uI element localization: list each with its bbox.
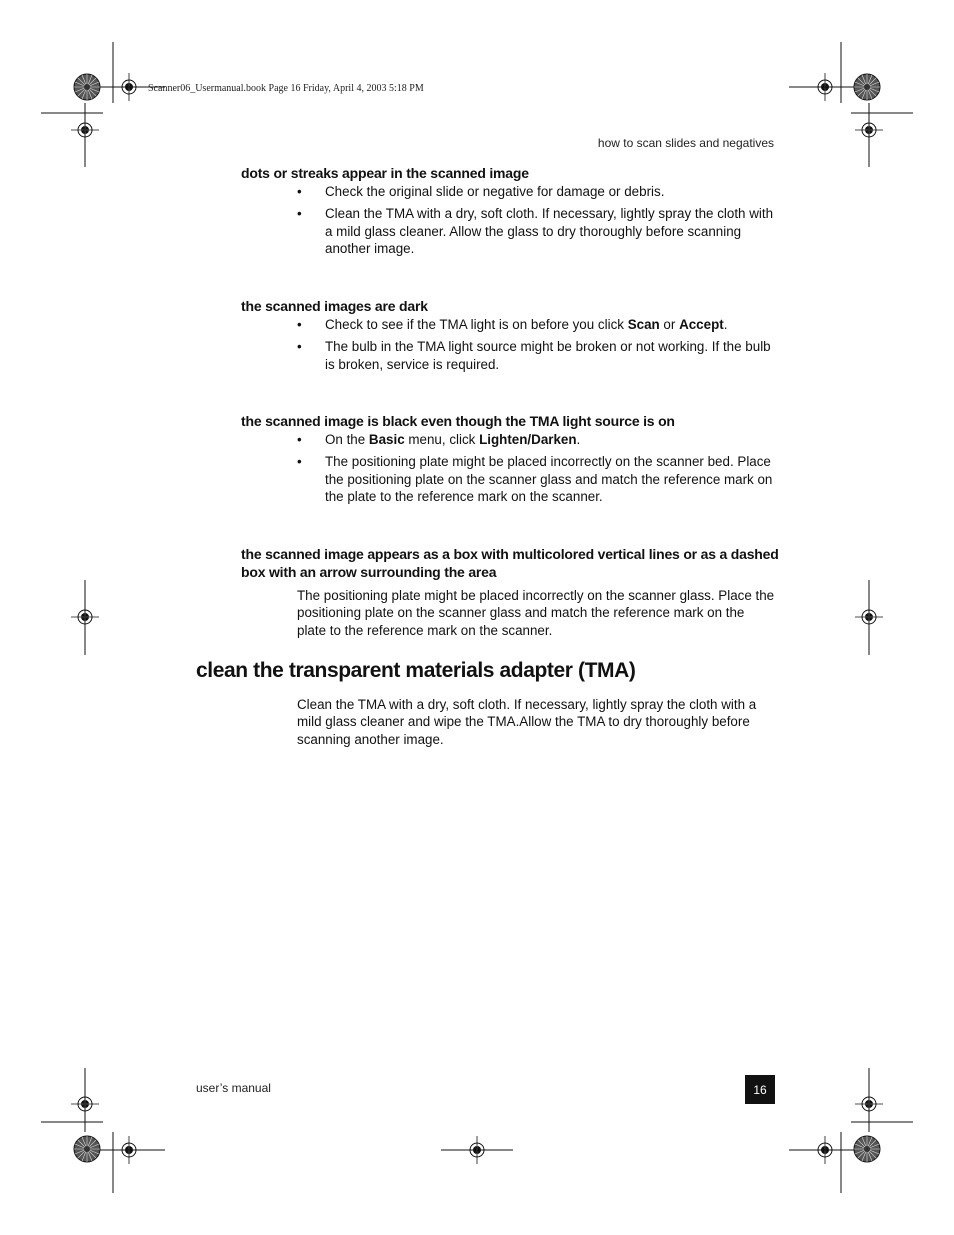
- list-item: • The positioning plate might be placed incorrectly on the scanner bed. Place the positioning plate on the scanner glass and match the reference mark on the plate to the reference mark on the scanner.: [297, 454, 773, 505]
- section-heading-images-dark: the scanned images are dark: [241, 298, 428, 314]
- ui-term-lighten-darken: Lighten/Darken: [479, 432, 577, 447]
- bullet-icon: •: [297, 317, 302, 332]
- bullet-list: [297, 183, 777, 263]
- bullet-icon: •: [297, 339, 302, 355]
- list-item: • Clean the TMA with a dry, soft cloth. If necessary, lightly spray the cloth with a mild glass cleaner. Allow the glass to dry thoroughly before scanning another image.: [297, 206, 774, 257]
- page-number: 16: [745, 1075, 775, 1104]
- ui-term-accept: Accept: [679, 317, 724, 332]
- body-paragraph: Clean the TMA with a dry, soft cloth. If necessary, lightly spray the cloth with a mild glass cleaner and wipe the TMA.Allow the TMA to dry thoroughly before scanning another image.: [297, 697, 757, 747]
- bullet-list: [297, 431, 777, 511]
- bullet-icon: •: [297, 184, 302, 199]
- body-paragraph: The positioning plate might be placed incorrectly on the scanner glass. Place the positioning plate on the scanner glass and match the reference mark on the plate to the reference mark on the scanner.: [297, 588, 775, 638]
- bullet-icon: •: [297, 454, 302, 470]
- section-title-clean-tma: clean the transparent materials adapter (TMA): [196, 659, 636, 682]
- ui-term-scan: Scan: [627, 317, 660, 332]
- list-item: • On the Basic menu, click Lighten/Darken.: [297, 432, 581, 447]
- list-item: • Check to see if the TMA light is on before you click Scan or Accept.: [297, 317, 728, 332]
- section-heading-box-lines: the scanned image appears as a box with multicolored vertical lines or as a dashed box with an arrow surrounding the area: [241, 546, 779, 580]
- list-item: • Check the original slide or negative for damage or debris.: [297, 184, 665, 199]
- bullet-list: [297, 316, 777, 378]
- bullet-icon: •: [297, 206, 302, 222]
- section-heading-dots-streaks: dots or streaks appear in the scanned image: [241, 165, 529, 181]
- section-heading-image-black: the scanned image is black even though the TMA light source is on: [241, 413, 675, 429]
- bullet-icon: •: [297, 432, 302, 447]
- footer-text: user’s manual: [196, 1081, 271, 1095]
- running-head: how to scan slides and negatives: [597, 136, 774, 150]
- list-item: • The bulb in the TMA light source might be broken or not working. If the bulb is broken, service is required.: [297, 339, 771, 372]
- ui-term-basic: Basic: [368, 432, 405, 447]
- print-slug: Scanner06_Usermanual.book Page 16 Friday, April 4, 2003 5:18 PM: [148, 83, 424, 94]
